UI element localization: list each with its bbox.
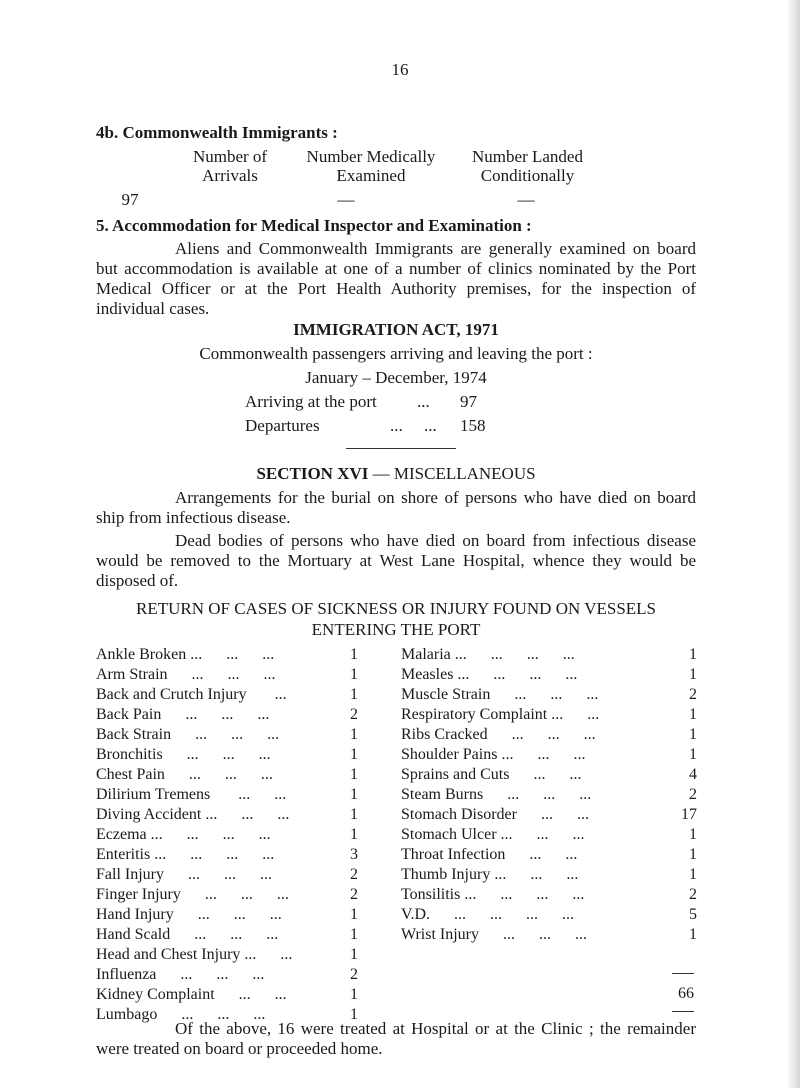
left-row — [96, 865, 358, 885]
left-ailment-name: Back Pain ... ... ... — [96, 706, 270, 723]
right-ailment-name: Stomach Disorder ... ... — [401, 806, 589, 823]
left-row — [96, 945, 358, 965]
left-ailment-name: Diving Accident ... ... ... — [96, 806, 290, 823]
left-ailment-name: Finger Injury ... ... ... — [96, 886, 289, 903]
immigration-act-title: IMMIGRATION ACT, 1971 — [293, 320, 499, 339]
arriving-dots: ... — [417, 392, 430, 411]
right-ailment-name: Respiratory Complaint ... ... — [401, 706, 600, 723]
left-ailment-name: Head and Chest Injury ... ... — [96, 946, 293, 963]
left-ailment-name: Influenza ... ... ... — [96, 966, 265, 983]
section-4b-heading: 4b. Commonwealth Immigrants : — [96, 123, 338, 142]
left-row — [96, 785, 358, 805]
right-case-count: 1 — [689, 746, 697, 763]
right-ailment-name: Muscle Strain ... ... ... — [401, 686, 599, 703]
right-case-count: 1 — [689, 666, 697, 683]
left-row — [96, 885, 358, 905]
left-case-count: 2 — [350, 706, 358, 723]
left-ailment-name: Lumbago ... ... ... — [96, 1006, 266, 1023]
total-count: 66 — [678, 985, 694, 1002]
left-row — [96, 705, 358, 725]
col-landed-line1: Number Landed — [472, 147, 583, 166]
right-case-count: 1 — [689, 866, 697, 883]
examined-value: — — [337, 190, 355, 209]
left-row — [96, 725, 358, 745]
col-examined-line2: Examined — [336, 166, 406, 185]
right-ailment-name: Tonsilitis ... ... ... ... — [401, 886, 585, 903]
section-5-text: Aliens and Commonwealth Immigrants are generally examined on board but accommodation is available at one of a number of clinics nominated by the Port Medical Officer or at the Port Health Authority premises, for the inspection of individual cases. — [96, 239, 696, 318]
right-row — [401, 805, 697, 825]
right-row — [401, 905, 697, 925]
left-ailment-name: Bronchitis ... ... ... — [96, 746, 271, 763]
left-case-count: 1 — [350, 806, 358, 823]
departures-label: Departures — [245, 416, 320, 435]
col-arrivals-header — [170, 147, 290, 185]
left-case-count: 1 — [350, 946, 358, 963]
right-row — [401, 785, 697, 805]
left-case-count: 1 — [350, 686, 358, 703]
right-case-count: 1 — [689, 926, 697, 943]
immigration-line1: Commonwealth passengers arriving and leaving the port : — [199, 344, 593, 363]
right-case-count: 5 — [689, 906, 697, 923]
left-case-count: 1 — [350, 646, 358, 663]
right-case-count: 1 — [689, 826, 697, 843]
right-ailment-name: Ribs Cracked ... ... ... — [401, 726, 596, 743]
return-title-line1: RETURN OF CASES OF SICKNESS OR INJURY FOUND ON VESSELS — [135, 599, 657, 618]
left-ailment-name: Eczema ... ... ... ... — [96, 826, 271, 843]
arrivals-value: 97 — [121, 190, 139, 209]
footer-note-text: Of the above, 16 were treated at Hospital or at the Clinic ; the remainder were treated on board or proceeded home. — [96, 1019, 696, 1058]
right-row — [401, 765, 697, 785]
left-row — [96, 645, 358, 665]
col-arrivals-line2: Arrivals — [202, 166, 258, 185]
right-case-count: 1 — [689, 706, 697, 723]
right-case-count: 1 — [689, 726, 697, 743]
col-examined-line1: Number Medically — [306, 147, 436, 166]
right-row — [401, 885, 697, 905]
left-ailment-name: Fall Injury ... ... ... — [96, 866, 272, 883]
right-row — [401, 865, 697, 885]
right-ailment-name: Throat Infection ... ... — [401, 846, 578, 863]
left-row — [96, 805, 358, 825]
left-case-count: 3 — [350, 846, 358, 863]
return-title-line2: ENTERING THE PORT — [311, 620, 481, 639]
section-xvi-para1-text: Arrangements for the burial on shore of persons who have died on board ship from infectious disease. — [96, 488, 696, 527]
arriving-value: 97 — [460, 392, 477, 411]
left-case-count: 1 — [350, 986, 358, 1003]
left-row — [96, 825, 358, 845]
section-5-heading: 5. Accommodation for Medical Inspector and Examination : — [96, 216, 532, 235]
right-row — [401, 825, 697, 845]
page-number: 16 — [391, 60, 409, 79]
left-case-count: 1 — [350, 766, 358, 783]
left-case-count: 2 — [350, 966, 358, 983]
right-ailment-name: Wrist Injury ... ... ... — [401, 926, 588, 943]
total-rule-bottom — [672, 1011, 694, 1012]
right-row — [401, 645, 697, 665]
right-row — [401, 845, 697, 865]
left-row — [96, 925, 358, 945]
left-row — [96, 845, 358, 865]
footer-note — [96, 1019, 696, 1059]
arriving-label: Arriving at the port — [245, 392, 377, 411]
left-case-count: 2 — [350, 866, 358, 883]
right-ailment-name: V.D. ... ... ... ... — [401, 906, 575, 923]
right-ailment-name: Stomach Ulcer ... ... ... — [401, 826, 585, 843]
left-row — [96, 685, 358, 705]
left-ailment-name: Arm Strain ... ... ... — [96, 666, 276, 683]
right-case-count: 4 — [689, 766, 697, 783]
right-ailment-column — [401, 645, 697, 1035]
col-arrivals-line1: Number of — [192, 147, 268, 166]
left-ailment-name: Hand Scald ... ... ... — [96, 926, 279, 943]
page-edge-shadow — [786, 0, 800, 1088]
left-case-count: 1 — [350, 926, 358, 943]
left-row — [96, 665, 358, 685]
right-row — [401, 925, 697, 945]
left-ailment-name: Enteritis ... ... ... ... — [96, 846, 275, 863]
section-xvi-para2 — [96, 531, 696, 591]
right-case-count: 1 — [689, 846, 697, 863]
left-case-count: 2 — [350, 886, 358, 903]
right-row — [401, 665, 697, 685]
landed-value: — — [517, 190, 535, 209]
col-examined-header — [286, 147, 456, 185]
immigration-line2: January – December, 1974 — [305, 368, 487, 387]
section-xvi-para1 — [96, 488, 696, 528]
left-case-count: 1 — [350, 726, 358, 743]
left-ailment-name: Back Strain ... ... ... — [96, 726, 280, 743]
section-5-paragraph — [96, 239, 696, 319]
right-row — [401, 705, 697, 725]
left-ailment-name: Hand Injury ... ... ... — [96, 906, 282, 923]
right-case-count: 17 — [681, 806, 697, 823]
right-row — [401, 725, 697, 745]
left-case-count: 1 — [350, 1006, 358, 1023]
right-row — [401, 745, 697, 765]
left-ailment-name: Ankle Broken ... ... ... — [96, 646, 275, 663]
right-ailment-name: Steam Burns ... ... ... — [401, 786, 592, 803]
left-ailment-name: Back and Crutch Injury ... — [96, 686, 287, 703]
section-xvi-title — [96, 464, 696, 484]
departures-dots: ... ... — [390, 416, 437, 435]
left-case-count: 1 — [350, 746, 358, 763]
right-case-count: 2 — [689, 786, 697, 803]
left-ailment-name: Chest Pain ... ... ... — [96, 766, 273, 783]
right-ailment-name: Thumb Injury ... ... ... — [401, 866, 579, 883]
left-row — [96, 985, 358, 1005]
departures-value: 158 — [460, 416, 486, 435]
left-ailment-name: Dilirium Tremens ... ... — [96, 786, 287, 803]
section-xvi-title-rest: — MISCELLANEOUS — [368, 464, 536, 483]
right-ailment-name: Measles ... ... ... ... — [401, 666, 578, 683]
col-landed-header — [455, 147, 600, 185]
right-ailment-name: Malaria ... ... ... ... — [401, 646, 575, 663]
left-case-count: 1 — [350, 906, 358, 923]
total-rule-top — [672, 973, 694, 974]
right-ailment-name: Sprains and Cuts ... ... — [401, 766, 582, 783]
left-case-count: 1 — [350, 786, 358, 803]
left-row — [96, 765, 358, 785]
left-row — [96, 965, 358, 985]
col-landed-line2: Conditionally — [480, 166, 575, 185]
right-case-count: 2 — [689, 686, 697, 703]
left-ailment-column — [96, 645, 358, 1035]
right-case-count: 2 — [689, 886, 697, 903]
left-row — [96, 905, 358, 925]
section-xvi-title-bold: SECTION XVI — [256, 464, 369, 483]
left-case-count: 1 — [350, 666, 358, 683]
section-divider — [346, 448, 456, 449]
left-row — [96, 745, 358, 765]
right-row — [401, 685, 697, 705]
left-case-count: 1 — [350, 826, 358, 843]
right-ailment-name: Shoulder Pains ... ... ... — [401, 746, 586, 763]
left-ailment-name: Kidney Complaint ... ... — [96, 986, 287, 1003]
section-xvi-para2-text: Dead bodies of persons who have died on board from infectious disease would be removed to the Mortuary at West Lane Hospital, whence they would be disposed of. — [96, 531, 696, 590]
right-case-count: 1 — [689, 646, 697, 663]
